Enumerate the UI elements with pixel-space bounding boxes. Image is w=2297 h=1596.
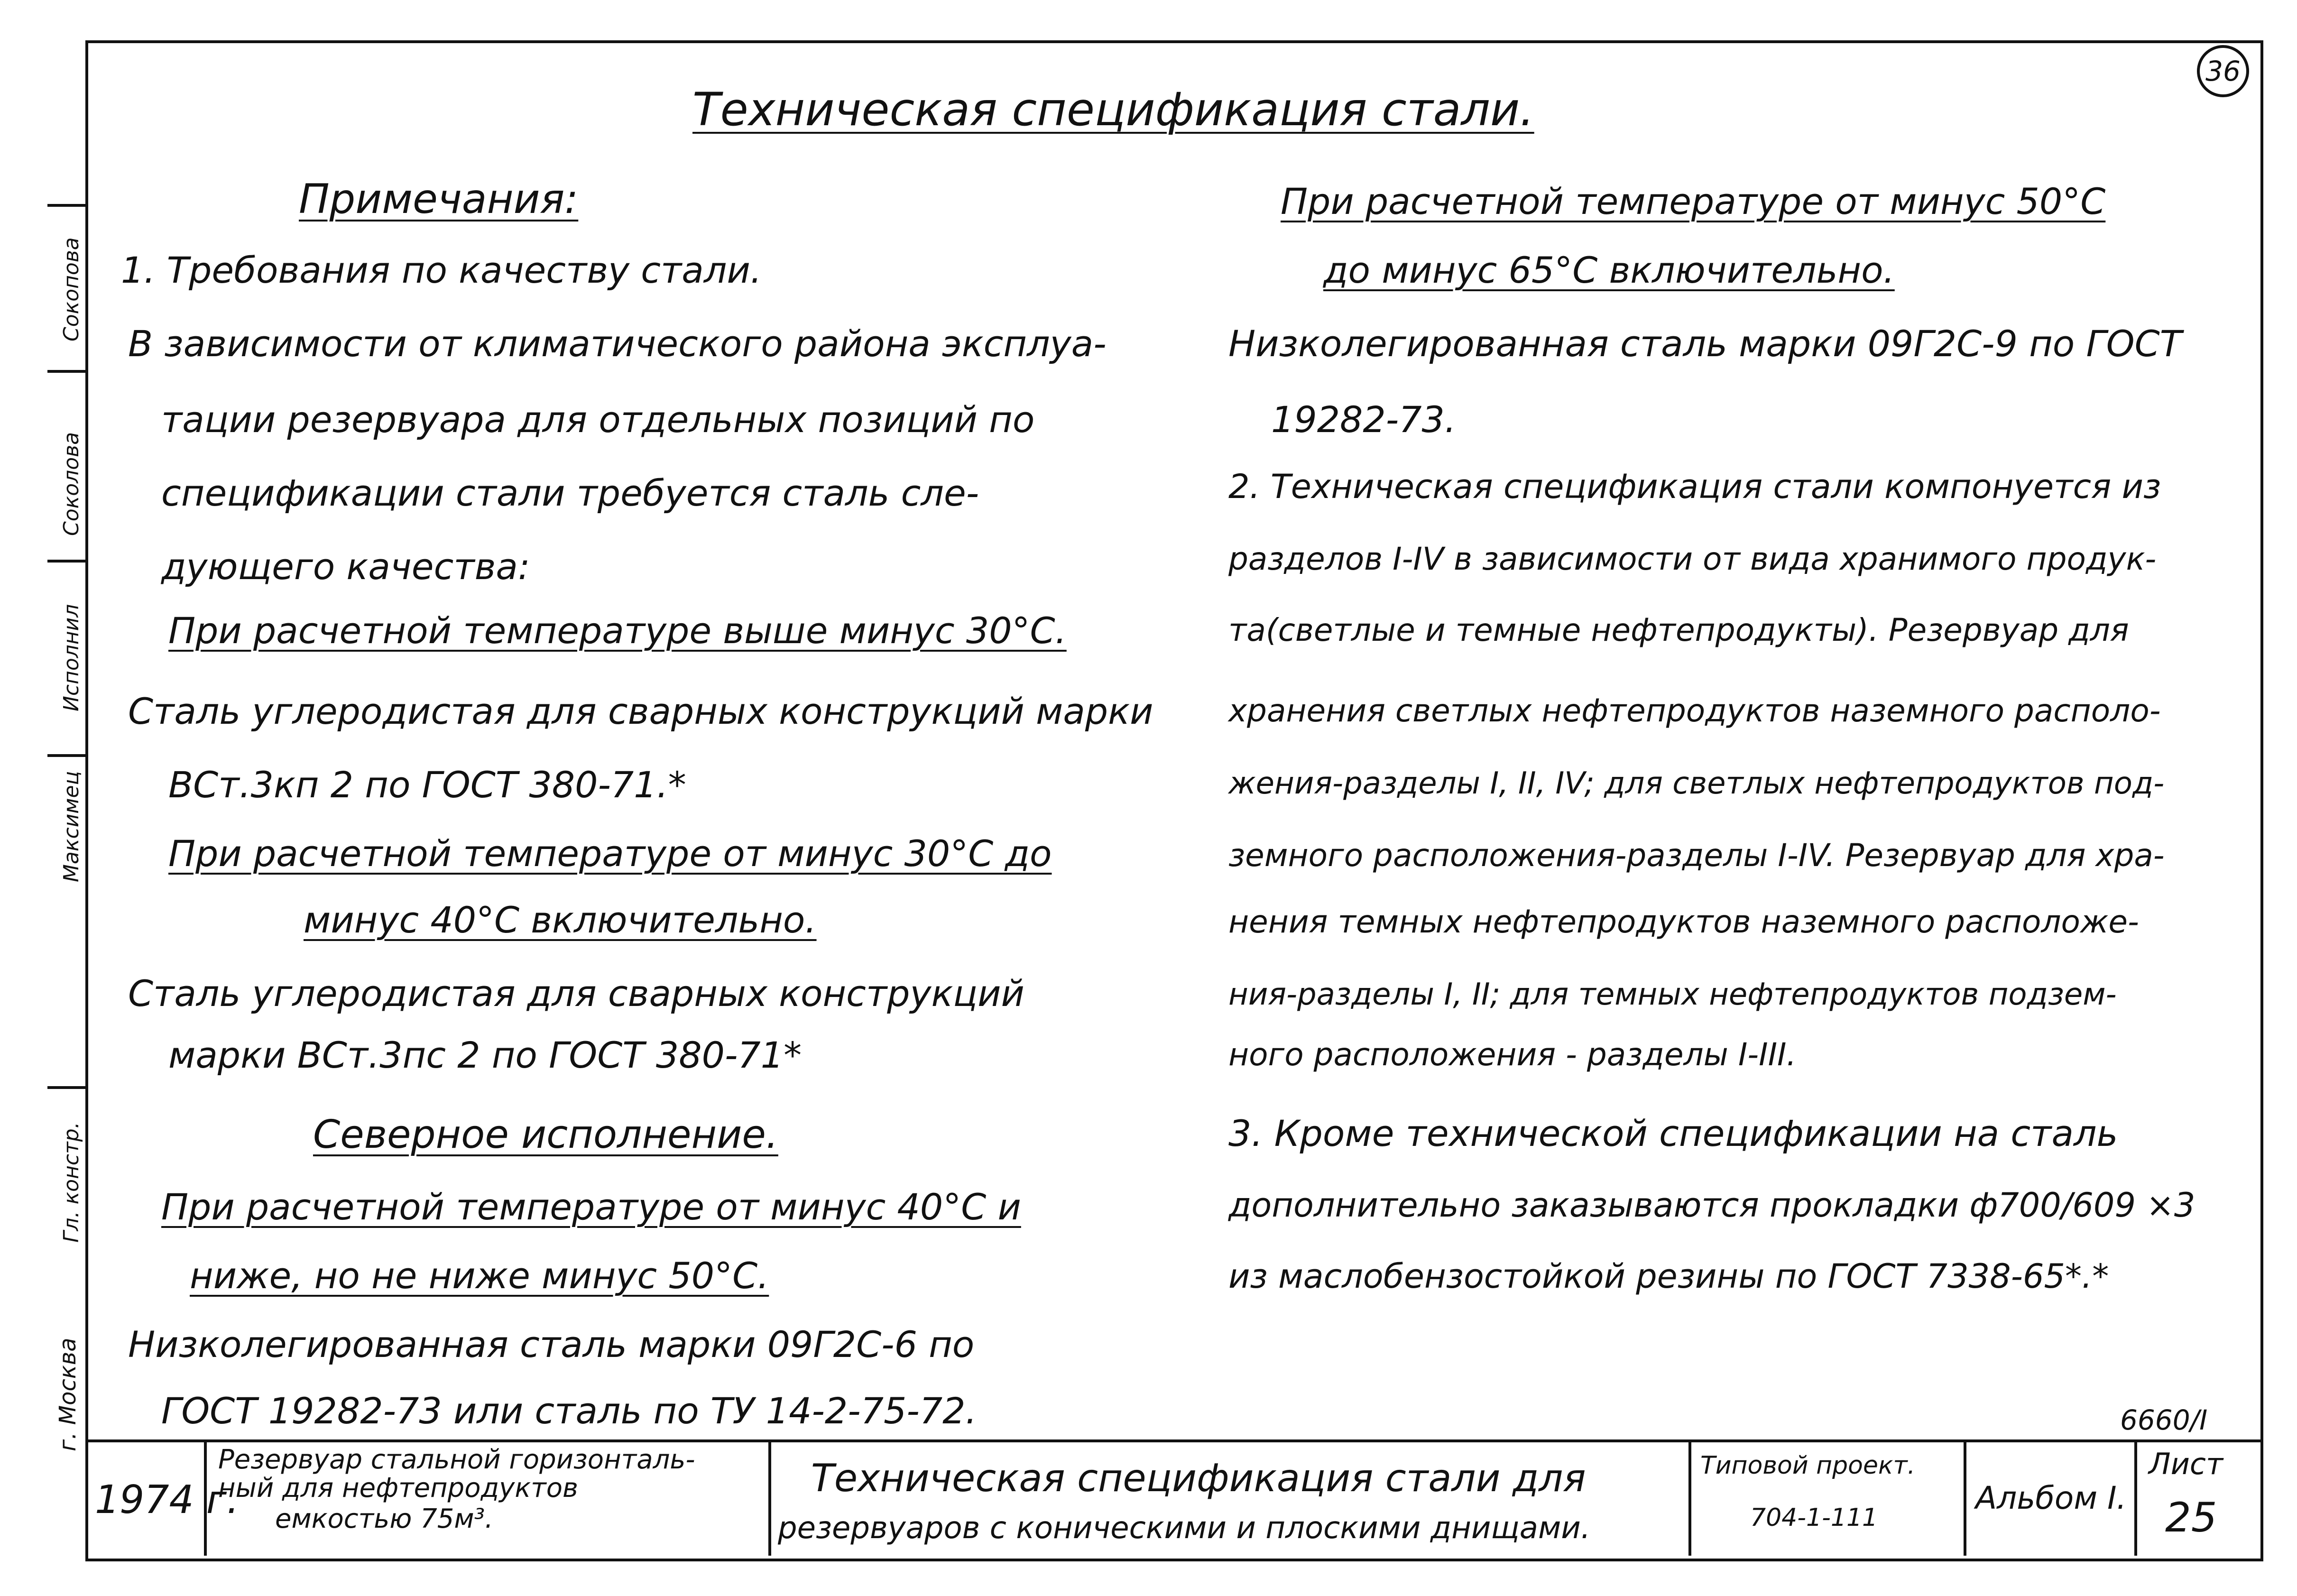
- left-line-8: ВСт.3кп 2 по ГОСТ 380-71.*: [168, 764, 686, 806]
- left-line-9: При расчетной температуре от минус 30°С до: [168, 832, 1052, 875]
- left-line-5: дующего качества:: [161, 545, 530, 588]
- sidebar-border: [85, 204, 88, 1257]
- stamp-sheet-label: Лист: [2149, 1447, 2223, 1481]
- right-line-15: дополнительно заказываются прокладки ф700/609 ×3: [1228, 1186, 2196, 1225]
- sidebar-name-6: г. Москва: [55, 1338, 81, 1451]
- left-line-1: 1. Требования по качеству стали.: [121, 249, 762, 291]
- page-title: Техническая спецификация стали.: [692, 83, 1534, 136]
- stamp-object-line-1: Резервуар стальной горизонталь-: [218, 1444, 695, 1475]
- stamp-year: 1974 г.: [95, 1477, 239, 1522]
- right-line-3: Низколегированная сталь марки 09Г2С-9 по ГОСТ: [1228, 323, 2182, 365]
- sidebar-name-5: Гл. констр.: [59, 1122, 83, 1243]
- sidebar-divider-2: [47, 370, 88, 373]
- stamp-object-line-2: ный для нефтепродуктов: [218, 1473, 579, 1504]
- right-line-7: та(светлые и темные нефтепродукты). Резервуар для: [1228, 612, 2129, 648]
- sheet-circle-number: 36: [2205, 55, 2241, 87]
- stamp-project-number: 704-1-111: [1750, 1504, 1878, 1532]
- sidebar-divider-4: [47, 754, 88, 757]
- left-line-3: тации резервуара для отдельных позиций по: [161, 398, 1035, 441]
- drawing-code: 6660/I: [2120, 1404, 2208, 1436]
- sidebar-name-1: Сокопова: [59, 237, 83, 341]
- right-line-13: ного расположения - разделы I-III.: [1228, 1036, 1797, 1073]
- right-line-6: разделов I-IV в зависимости от вида хранимого продук-: [1228, 541, 2157, 577]
- right-line-8: хранения светлых нефтепродуктов наземного располо-: [1228, 692, 2161, 729]
- right-line-10: земного расположения-разделы I-IV. Резервуар для хра-: [1228, 837, 2165, 874]
- left-line-17: ГОСТ 19282-73 или сталь по ТУ 14-2-75-72.: [161, 1390, 977, 1432]
- right-line-1: При расчетной температуре от минус 50°С: [1281, 180, 2106, 222]
- right-line-12: ния-разделы I, II; для темных нефтепродуктов подзем-: [1228, 977, 2117, 1012]
- left-line-7: Сталь углеродистая для сварных конструкций марки: [128, 690, 1153, 732]
- sidebar-divider-5: [47, 1086, 88, 1089]
- sidebar-name-2: Соколова: [59, 432, 83, 536]
- stamp-project-label: Типовой проект.: [1700, 1451, 1916, 1480]
- stamp-divider-5: [2134, 1439, 2137, 1556]
- stamp-album: Альбом I.: [1975, 1480, 2127, 1516]
- stamp-divider-4: [1964, 1439, 1966, 1556]
- sidebar-divider-1: [47, 204, 88, 207]
- right-line-14: 3. Кроме технической спецификации на сталь: [1228, 1112, 2118, 1154]
- left-line-4: спецификации стали требуется сталь сле-: [161, 472, 979, 514]
- sidebar-divider-3: [47, 560, 88, 563]
- stamp-sheet-number: 25: [2165, 1494, 2217, 1541]
- sheet-circle: [2197, 45, 2249, 97]
- stamp-top-border: [85, 1439, 2260, 1442]
- left-line-2: В зависимости от климатического района эксплуа-: [128, 323, 1107, 365]
- sidebar-name-3: Исполнил: [59, 604, 83, 711]
- stamp-object-line-3: емкостью 75м³.: [275, 1504, 493, 1534]
- left-line-11: Сталь углеродистая для сварных конструкций: [128, 972, 1024, 1015]
- left-line-16: Низколегированная сталь марки 09Г2С-6 по: [128, 1323, 975, 1365]
- right-line-11: нения темных нефтепродуктов наземного расположе-: [1228, 904, 2139, 940]
- left-line-6: При расчетной температуре выше минус 30°С.: [168, 609, 1067, 652]
- left-line-12: марки ВСт.3пс 2 по ГОСТ 380-71*: [168, 1034, 802, 1076]
- sidebar-name-4: Максимец: [59, 771, 83, 882]
- stamp-divider-2: [768, 1439, 771, 1556]
- stamp-name-line-2: резервуаров с коническими и плоскими днищами.: [778, 1511, 1591, 1546]
- left-line-14: При расчетной температуре от минус 40°С и: [161, 1186, 1021, 1228]
- right-line-16: из маслобензостойкой резины по ГОСТ 7338-65*.*: [1228, 1257, 2109, 1296]
- right-line-2: до минус 65°С включительно.: [1323, 249, 1895, 291]
- right-line-9: жения-разделы I, II, IV; для светлых нефтепродуктов под-: [1228, 766, 2165, 801]
- right-line-4: 19282-73.: [1271, 398, 1457, 441]
- stamp-divider-3: [1688, 1439, 1691, 1556]
- right-line-5: 2. Техническая спецификация стали компонуется из: [1228, 467, 2161, 506]
- left-line-10: минус 40°С включительно.: [304, 899, 817, 941]
- stamp-name-line-1: Техническая спецификация стали для: [811, 1456, 1586, 1500]
- left-line-13: Северное исполнение.: [313, 1112, 778, 1157]
- notes-heading: Примечания:: [299, 175, 579, 223]
- left-line-15: ниже, но не ниже минус 50°С.: [190, 1255, 769, 1297]
